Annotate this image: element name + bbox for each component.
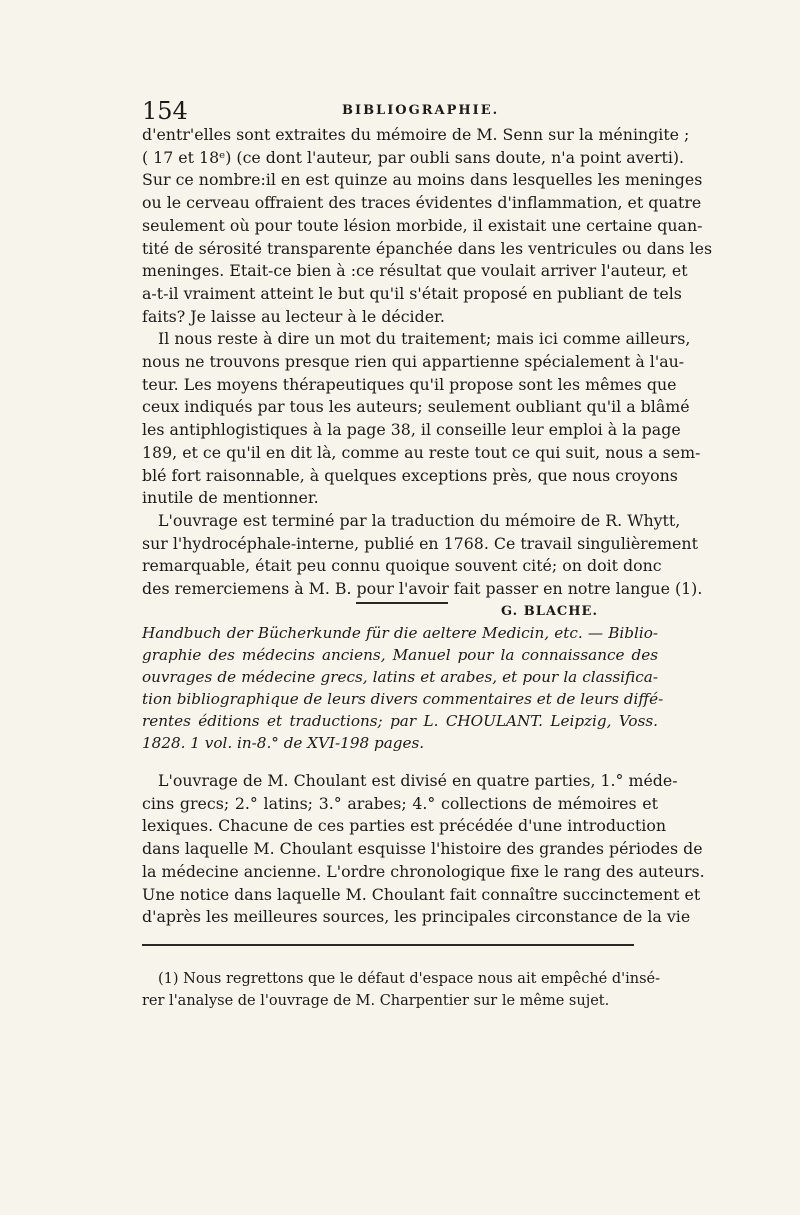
text-line: tité de sérosité transparente épanchée dans les ventricules ou dans les — [142, 238, 713, 258]
review-title — [142, 622, 664, 754]
text-line: remarquable, était peu connu quoique souvent cité; on doit donc — [142, 556, 662, 576]
text-line: Une notice dans laquelle M. Choulant fait connaître succinctement et — [142, 884, 701, 904]
text-line: blé fort raisonnable, à quelques exceptions près, que nous croyons — [142, 465, 678, 485]
footnote-line: (1) Nous regrettons que le défaut d'espace nous ait empêché d'insé- — [158, 971, 661, 987]
paragraph-3 — [142, 510, 703, 601]
footnote — [142, 968, 661, 1012]
text-line: d'après les meilleures sources, les principales circonstance de la vie — [142, 907, 691, 927]
title-line: graphie des médecins anciens, Manuel pour la connaissance des — [142, 646, 658, 664]
text-line: faits? Je laisse au lecteur à le décider. — [142, 306, 445, 326]
signature: G. BLACHE. — [501, 603, 598, 619]
text-line: ceux indiqués par tous les auteurs; seulement oubliant qu'il a blâmé — [142, 397, 690, 417]
text-line: cins grecs; 2.° latins; 3.° arabes; 4.° collections de mémoires et — [142, 793, 658, 813]
paragraph-4 — [142, 770, 705, 929]
text-line: meninges. Etait-ce bien à :ce résultat que voulait arriver l'auteur, et — [142, 261, 688, 281]
separator-rule — [356, 602, 448, 604]
paragraph-1 — [142, 124, 713, 328]
title-line: ouvrages de médecine grecs, latins et arabes, et pour la classifica- — [142, 668, 658, 686]
text-line: nous ne trouvons presque rien qui appartienne spécialement à l'au- — [142, 352, 685, 372]
text-line: dans laquelle M. Choulant esquisse l'histoire des grandes périodes de — [142, 839, 703, 859]
title-line: 1828. 1 vol. in-8.° de XVI-198 pages. — [142, 734, 425, 752]
page-header — [142, 97, 662, 125]
text-line: inutile de mentionner. — [142, 488, 319, 508]
text-line: a-t-il vraiment atteint le but qu'il s'était proposé en publiant de tels — [142, 283, 682, 303]
footnote-rule — [142, 944, 634, 946]
text-line: ( 17 et 18ᵉ) (ce dont l'auteur, par oubli sans doute, n'a point averti). — [142, 147, 685, 167]
text-line: teur. Les moyens thérapeutiques qu'il propose sont les mêmes que — [142, 374, 677, 394]
main-text — [142, 124, 713, 623]
text-line: lexiques. Chacune de ces parties est précédée d'une introduction — [142, 816, 667, 836]
footnote-line: rer l'analyse de l'ouvrage de M. Charpentier sur le même sujet. — [142, 993, 610, 1009]
text-line: les antiphlogistiques à la page 38, il conseille leur emploi à la page — [142, 420, 681, 440]
text-line: Il nous reste à dire un mot du traitement; mais ici comme ailleurs, — [158, 329, 691, 349]
title-line: Handbuch der Bücherkunde für die aeltere Medicin, etc. — Biblio- — [142, 624, 658, 642]
text-line: sur l'hydrocéphale-interne, publié en 1768. Ce travail singulièrement — [142, 533, 698, 553]
page-number: 154 — [142, 97, 188, 125]
running-title: BIBLIOGRAPHIE. — [342, 103, 500, 118]
title-line: rentes éditions et traductions; par L. CHOULANT. Leipzig, Voss. — [142, 712, 658, 730]
paragraph-2 — [142, 328, 701, 510]
text-line: d'entr'elles sont extraites du mémoire de M. Senn sur la méningite ; — [142, 125, 690, 144]
text-line: 189, et ce qu'il en dit là, comme au reste tout ce qui suit, nous a sem- — [142, 442, 701, 462]
text-line: ou le cerveau offraient des traces évidentes d'inflammation, et quatre — [142, 193, 702, 213]
text-line: Sur ce nombre:il en est quinze au moins dans lesquelles les meninges — [142, 170, 703, 190]
text-line: des remerciemens à M. B. pour l'avoir fait passer en notre langue (1). — [142, 579, 703, 599]
text-line: L'ouvrage est terminé par la traduction du mémoire de R. Whytt, — [158, 510, 681, 530]
title-line: tion bibliographique de leurs divers commentaires et de leurs diffé- — [142, 690, 664, 708]
text-line: la médecine ancienne. L'ordre chronologique fixe le rang des auteurs. — [142, 861, 705, 881]
text-line: L'ouvrage de M. Choulant est divisé en quatre parties, 1.° méde- — [158, 771, 678, 790]
text-line: seulement où pour toute lésion morbide, il existait une certaine quan- — [142, 215, 703, 235]
